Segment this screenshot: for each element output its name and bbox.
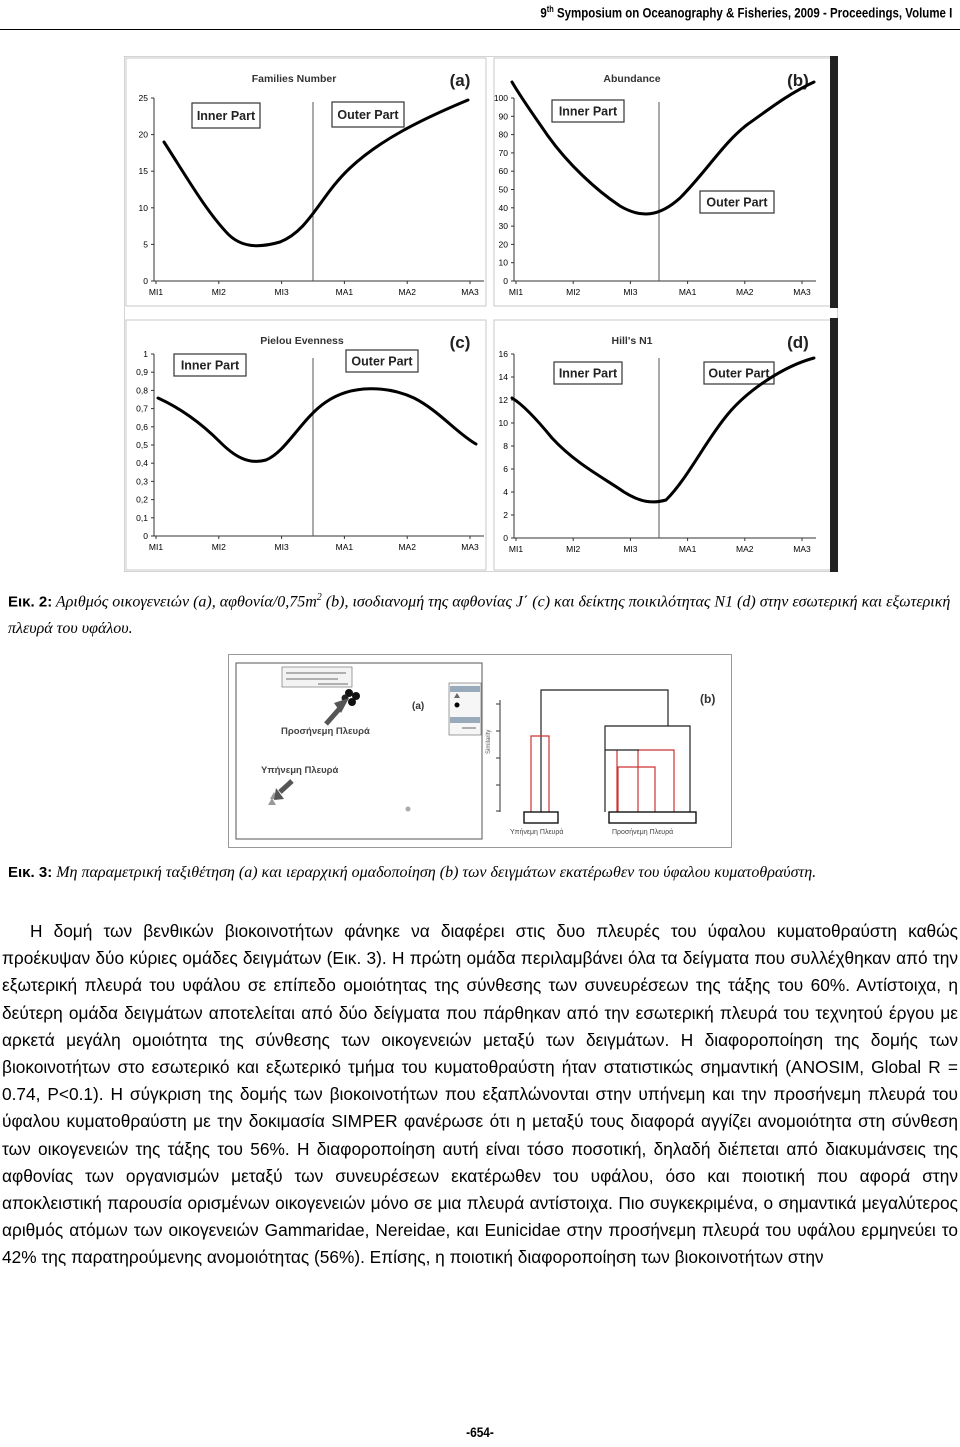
x-tick-label: MI1 bbox=[148, 542, 164, 552]
y-tick-label: 70 bbox=[498, 147, 508, 158]
y-tick-label: 0,5 bbox=[136, 440, 148, 450]
x-tick-label: MA1 bbox=[335, 287, 354, 297]
y-tick-label: 10 bbox=[138, 202, 148, 213]
inner-part-box-label: Inner Part bbox=[558, 366, 618, 381]
caption-3-text: Μη παραμετρική ταξιθέτηση (a) και ιεραρχική ομαδοποίηση (b) των δειγμάτων εκατέρωθεν του ύφαλου κυματοθραύστη. bbox=[52, 864, 817, 881]
x-tick-label: MI3 bbox=[623, 544, 638, 554]
x-tick-label: MA1 bbox=[335, 542, 354, 552]
panel-title: Abundance bbox=[603, 73, 661, 85]
y-tick-label: 5 bbox=[143, 239, 148, 250]
y-tick-label: 0,4 bbox=[136, 458, 148, 469]
svg-text:Similarity: Similarity bbox=[486, 729, 492, 754]
header-rest: Symposium on Oceanography & Fisheries, 2009 - Proceedings, Volume I bbox=[553, 4, 952, 21]
caption-2-text-a: Αριθμός οικογενειών (a), αφθονία/0,75m bbox=[52, 593, 317, 611]
mds-frame bbox=[236, 663, 482, 839]
y-tick-label: 15 bbox=[138, 166, 148, 177]
y-tick-label: 12 bbox=[498, 395, 508, 405]
y-tick-label: 0 bbox=[503, 533, 508, 543]
figure-3 bbox=[228, 654, 732, 848]
inner-part-box-label: Inner Part bbox=[196, 109, 256, 123]
caption-2-label: Εικ. 2: bbox=[8, 593, 53, 611]
y-tick-label: 40 bbox=[498, 202, 508, 213]
y-tick-label: 0,8 bbox=[136, 385, 148, 396]
body-paragraph: Η δομή των βενθικών βιοκοινοτήτων φάνηκε να διαφέρει στις δυο πλευρές του ύφαλου κυματοθραύστη καθώς προέκυψαν δύο κύριες ομάδες δειγμάτων (Εικ. 3). Η πρώτη ομάδα περιλαμβάνει όλα τα δείγματα που συλλέχθηκαν από την εξωτερική πλευρά του υφάλου σε επίπεδο ομοιότητας της σύνθεσης των συνευρέσεων της τάξης του 60%. Αντίστοιχα, η δεύτερη ομάδα δειγμάτων αποτελείται από δύο δείγματα που πάρθηκαν από την εσωτερική πλευρά του τεχνητού έργου με αρκετά μεγάλη ομοιότητα της σύνθεσης των οικογενειών μεταξύ των δειγμάτων. Η διαφοροποίηση της δομής των βιοκοινοτήτων στο εσωτερικό και εξωτερικό τμήμα του κυματοθραύστη ήταν στατιστικώς σημαντική (ANOSIM, Global R = 0.74, P<0.1). Η σύγκριση της δομής των βιοκοινοτήτων που εξαπλώνονται στην υπήνεμη και την προσήνεμη πλευρά του ύφαλου κυματοθραύστη με την δοκιμασία SIMPER φανέρωσε ότι η μεταξύ τους διαφορά αγγίζει ανομοιότητα στη σύνθεση των οικογενειών της τάξης του 56%. Η διαφοροποίηση αυτή είναι τόσο ποσοτική, δηλαδή διέπεται από διακυμάνσεις της αφθονίας των οργανισμών μεταξύ των συνευρέσεων εκατέρωθεν του υφάλου, όσο και ποιοτική που αφορά στην αποκλειστική παρουσία ορισμένων οικογενειών μόνο σε μια πλευρά αντίστοιχα. Πιο συγκεκριμένα, ο σημαντικά μεγαλύτερος αριθμός ατόμων των οικογενειών Gammaridae, Nereidae, και Eunicidae στην προσήνεμη πλευρά του υφάλου ερμηνεύει το 42% της παρατηρούμενης ανομοιότητας (56%). Επίσης, η ποιοτική διαφοροποίηση των βιοκοινοτήτων στην bbox=[2, 921, 958, 1268]
figure-2 bbox=[124, 56, 838, 572]
figure-3-canvas bbox=[228, 654, 732, 848]
x-tick-label: MA2 bbox=[736, 287, 754, 297]
x-tick-label: MA3 bbox=[461, 287, 479, 297]
y-tick-label: 0 bbox=[143, 531, 148, 541]
y-tick-label: 60 bbox=[498, 166, 508, 177]
panel-b bbox=[494, 56, 838, 308]
panel-title: Hill's N1 bbox=[611, 335, 653, 347]
running-header bbox=[540, 4, 952, 21]
panel-tag: (b) bbox=[787, 71, 809, 90]
outer-part-box-label: Outer Part bbox=[708, 366, 770, 381]
x-tick-label: MA2 bbox=[736, 544, 754, 554]
y-tick-label: 0,6 bbox=[136, 421, 148, 432]
y-tick-label: 50 bbox=[498, 184, 508, 195]
panel-title: Pielou Evenness bbox=[260, 335, 344, 347]
panel-tag: (d) bbox=[787, 333, 809, 352]
x-tick-label: MI3 bbox=[623, 287, 638, 297]
panel-d bbox=[494, 318, 838, 572]
y-tick-label: 0,3 bbox=[136, 476, 148, 487]
x-tick-label: MI1 bbox=[508, 287, 524, 297]
caption-2-text-b: (b), ισοδιανομή της αφθονίας J΄ (c) και δείκτης ποικιλότητας N1 (d) στην εσωτερική και εξωτερική πλευρά του υφάλου. bbox=[8, 593, 951, 638]
dendro-label-right: Προσήνεμη Πλευρά bbox=[612, 829, 674, 836]
caption-2-sup: 2 bbox=[316, 592, 322, 603]
y-tick-label: 25 bbox=[138, 93, 148, 103]
y-tick-label: 6 bbox=[503, 464, 508, 474]
x-tick-label: MI3 bbox=[274, 542, 289, 552]
caption-figure-2 bbox=[8, 584, 956, 642]
y-tick-label: 1 bbox=[143, 349, 148, 359]
outer-part-box-label: Outer Part bbox=[337, 108, 399, 122]
y-tick-label: 80 bbox=[498, 129, 508, 140]
y-tick-label: 100 bbox=[493, 93, 508, 103]
caption-figure-3 bbox=[8, 859, 956, 886]
x-tick-label: MA3 bbox=[461, 542, 479, 552]
y-tick-label: 10 bbox=[498, 418, 508, 428]
y-tick-label: 4 bbox=[503, 487, 508, 497]
panel-c bbox=[126, 320, 486, 570]
mds-label-front: Προσήνεμη Πλευρά bbox=[281, 726, 370, 737]
y-tick-label: 0 bbox=[503, 276, 508, 286]
mds-point bbox=[406, 807, 411, 812]
panel-a bbox=[126, 58, 486, 306]
y-tick-label: 14 bbox=[498, 372, 508, 382]
dendro-label-left: Υπήνεμη Πλευρά bbox=[510, 829, 564, 836]
x-tick-label: MI1 bbox=[508, 544, 524, 554]
x-tick-label: MI2 bbox=[211, 287, 226, 297]
x-tick-label: MI2 bbox=[211, 542, 226, 552]
outer-part-box-label: Outer Part bbox=[351, 354, 413, 369]
header-sup: th bbox=[546, 4, 554, 14]
y-tick-label: 20 bbox=[138, 129, 148, 140]
y-tick-label: 0,7 bbox=[136, 403, 148, 414]
y-tick-label: 90 bbox=[498, 111, 508, 122]
figure-2-canvas bbox=[124, 56, 838, 572]
y-tick-label: 0,1 bbox=[136, 512, 148, 523]
x-tick-label: MA1 bbox=[678, 544, 697, 554]
body-text bbox=[2, 918, 958, 1272]
x-tick-label: MA2 bbox=[398, 542, 416, 552]
x-tick-label: MA2 bbox=[398, 287, 416, 297]
header-prefix: 9 bbox=[540, 4, 547, 21]
x-tick-label: MA3 bbox=[793, 544, 811, 554]
y-tick-label: 0,2 bbox=[136, 494, 148, 505]
y-tick-label: 2 bbox=[503, 510, 508, 520]
y-tick-label: 0 bbox=[143, 276, 148, 286]
x-tick-label: MA1 bbox=[678, 287, 697, 297]
inner-part-box-label: Inner Part bbox=[558, 104, 618, 119]
panel-tag: (c) bbox=[449, 333, 471, 352]
y-tick-label: 20 bbox=[498, 239, 508, 250]
x-tick-label: MI1 bbox=[148, 287, 164, 297]
figure-3-tag-b: (b) bbox=[700, 692, 716, 706]
caption-3-label: Εικ. 3: bbox=[8, 864, 53, 881]
inner-part-box-label: Inner Part bbox=[180, 358, 240, 373]
header-rule bbox=[0, 29, 960, 30]
panel-title: Families Number bbox=[251, 73, 337, 85]
panel-tag: (a) bbox=[449, 71, 471, 90]
mds-label-back: Υπήνεμη Πλευρά bbox=[261, 765, 339, 776]
y-tick-label: 0,9 bbox=[136, 367, 148, 378]
x-tick-label: MI3 bbox=[274, 287, 289, 297]
y-tick-label: 30 bbox=[498, 221, 508, 232]
x-tick-label: MI2 bbox=[566, 287, 581, 297]
mds-point bbox=[348, 698, 356, 706]
figure-3-tag-a: (a) bbox=[412, 701, 425, 712]
y-tick-label: 16 bbox=[498, 349, 508, 359]
y-tick-label: 10 bbox=[498, 257, 508, 268]
y-tick-label: 8 bbox=[503, 441, 508, 451]
x-tick-label: MI2 bbox=[566, 544, 581, 554]
x-tick-label: MA3 bbox=[793, 287, 811, 297]
page-number: -654- bbox=[466, 1424, 494, 1440]
outer-part-box-label: Outer Part bbox=[706, 195, 768, 210]
